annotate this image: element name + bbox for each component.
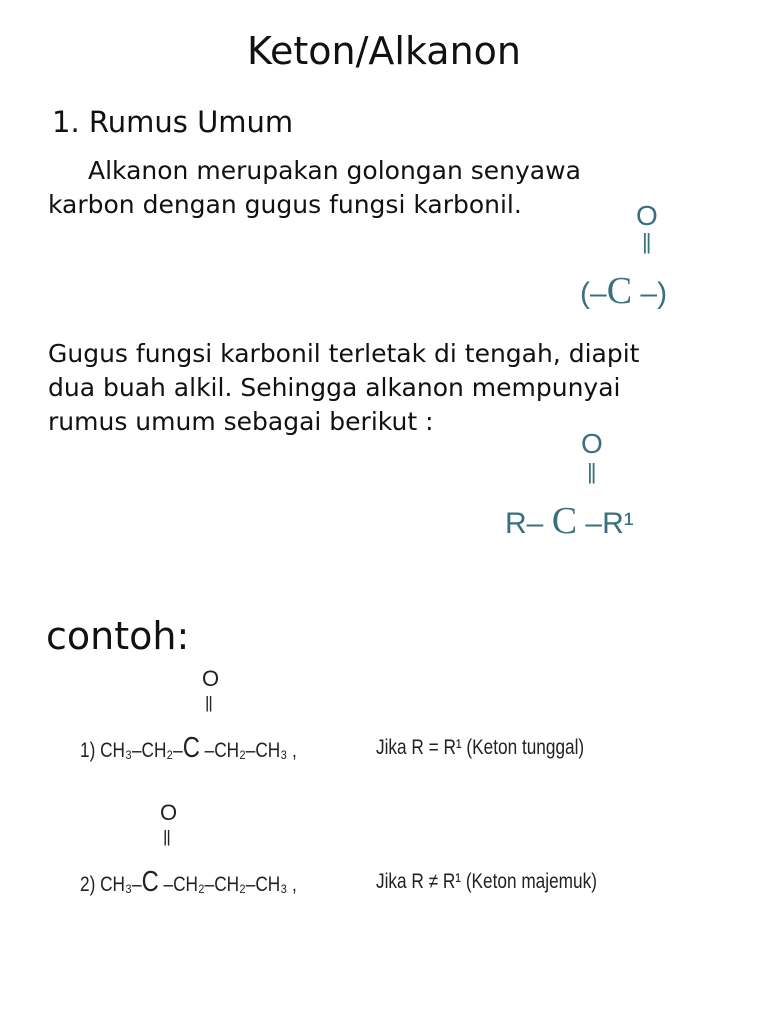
example-1	[80, 664, 640, 774]
carbon-atom: C	[141, 866, 159, 898]
paragraph-line: rumus umum sebagai berikut :	[48, 407, 434, 436]
chain-left: R–	[505, 507, 552, 540]
paragraph-line: dua buah alkil. Sehingga alkanon mempunyai	[48, 373, 621, 402]
chain-right: –R¹	[577, 507, 634, 540]
oxygen-atom: O	[581, 428, 603, 459]
double-bond: ||	[642, 229, 650, 254]
example-note: Jika R = R¹ (Keton tunggal)	[376, 736, 585, 759]
oxygen-atom: O	[202, 666, 220, 691]
chain-left: 1) CH₃–CH₂–	[80, 739, 183, 762]
paragraph-line: Gugus fungsi karbonil terletak di tengah, diapit	[48, 339, 640, 368]
general-ketone-formula	[505, 424, 705, 554]
chain-left: 2) CH₃–	[80, 873, 142, 896]
chain-left: (–	[580, 277, 607, 310]
double-bond: ||	[163, 827, 170, 846]
example-note: Jika R ≠ R¹ (Keton majemuk)	[376, 870, 597, 893]
chain-right: –CH₂–CH₃ ,	[199, 739, 297, 762]
chain-right: –CH₂–CH₂–CH₃ ,	[158, 873, 297, 896]
example-2	[80, 798, 640, 908]
paragraph-line: Alkanon merupakan golongan senyawa	[88, 156, 581, 185]
chain-right: –)	[632, 277, 668, 310]
double-bond: ||	[587, 459, 595, 484]
oxygen-atom: O	[160, 800, 178, 825]
carbon-atom: C	[182, 732, 200, 764]
example-formula	[80, 868, 297, 899]
carbonyl-chain	[580, 270, 668, 312]
paragraph-line: karbon dengan gugus fungsi karbonil.	[48, 190, 522, 219]
carbonyl-group-formula	[580, 196, 730, 326]
slide-title: Keton/Alkanon	[246, 29, 522, 73]
examples-heading: contoh:	[46, 614, 190, 658]
carbon-atom: C	[606, 270, 633, 312]
double-bond: ||	[205, 693, 212, 712]
example-formula	[80, 734, 297, 765]
paragraph-definition	[48, 154, 581, 222]
section-heading: 1. Rumus Umum	[52, 105, 294, 139]
ketone-chain	[505, 500, 634, 542]
oxygen-atom: O	[636, 200, 658, 231]
carbon-atom: C	[551, 500, 578, 542]
